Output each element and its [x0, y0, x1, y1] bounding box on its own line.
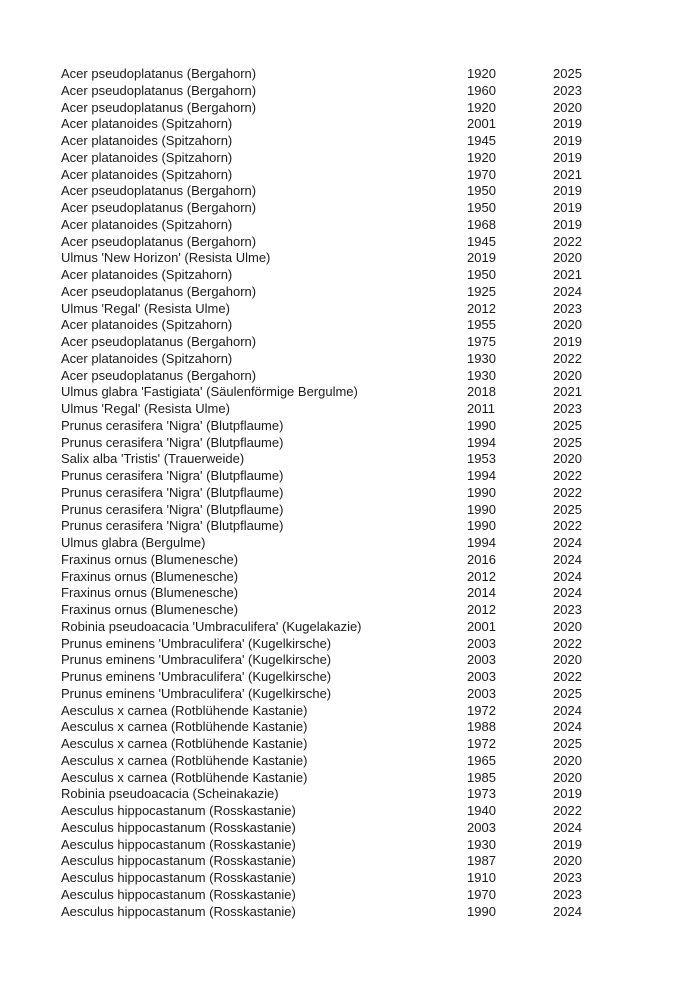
year-planted-cell: 2003 — [467, 819, 496, 835]
year-surveyed-cell: 2025 — [553, 685, 582, 701]
year-surveyed-cell: 2024 — [553, 535, 582, 550]
table-row — [61, 401, 641, 418]
year-surveyed-cell: 2020 — [553, 99, 582, 115]
table-row — [61, 669, 641, 686]
year-planted-cell: 1990 — [467, 518, 496, 534]
year-surveyed-cell: 2020 — [553, 317, 582, 333]
species-name-cell: Fraxinus ornus (Blumenesche) — [61, 551, 239, 567]
year-surveyed-cell: 2024 — [553, 903, 582, 919]
year-planted-cell: 1990 — [467, 501, 496, 517]
year-surveyed-cell: 2025 — [553, 417, 582, 433]
table-row — [61, 418, 641, 435]
species-name-cell: Aesculus x carnea (Rotblühende Kastanie) — [61, 769, 308, 785]
year-surveyed-cell: 2019 — [553, 183, 582, 199]
table-row — [61, 451, 641, 468]
year-surveyed-cell: 2022 — [553, 233, 582, 249]
table-row — [61, 602, 641, 619]
year-planted-cell: 1953 — [467, 451, 496, 467]
table-row — [61, 435, 641, 452]
species-name-cell: Robinia pseudoacacia (Scheinakazie) — [61, 786, 279, 802]
species-name-cell: Robinia pseudoacacia 'Umbraculifera' (Kugelakazie) — [61, 618, 362, 634]
year-surveyed-cell: 2021 — [553, 267, 582, 282]
year-planted-cell: 2014 — [467, 585, 496, 601]
year-surveyed-cell: 2024 — [553, 702, 582, 718]
year-planted-cell: 2001 — [467, 618, 496, 634]
table-row — [61, 770, 641, 787]
species-name-cell: Acer pseudoplatanus (Bergahorn) — [61, 66, 257, 81]
year-planted-cell: 2003 — [467, 669, 496, 684]
year-surveyed-cell: 2022 — [553, 518, 582, 534]
species-name-cell: Prunus cerasifera 'Nigra' (Blutpflaume) — [61, 417, 284, 433]
year-surveyed-cell: 2019 — [553, 200, 582, 215]
table-row — [61, 384, 641, 401]
species-name-cell: Acer platanoides (Spitzahorn) — [61, 116, 233, 132]
table-row — [61, 317, 641, 334]
species-name-cell: Aesculus x carnea (Rotblühende Kastanie) — [61, 736, 308, 751]
table-row — [61, 301, 641, 318]
year-planted-cell: 2011 — [467, 401, 495, 416]
year-planted-cell: 2016 — [467, 551, 496, 567]
year-planted-cell: 1972 — [467, 736, 496, 751]
year-planted-cell: 1940 — [467, 803, 496, 818]
year-planted-cell: 1950 — [467, 200, 496, 215]
year-planted-cell: 2003 — [467, 635, 496, 651]
year-surveyed-cell: 2022 — [553, 350, 582, 366]
year-planted-cell: 1965 — [467, 752, 496, 768]
year-planted-cell: 2003 — [467, 685, 496, 701]
table-row — [61, 753, 641, 770]
species-name-cell: Fraxinus ornus (Blumenesche) — [61, 585, 239, 601]
year-planted-cell: 1994 — [467, 468, 496, 483]
year-surveyed-cell: 2019 — [553, 786, 582, 802]
table-row — [61, 234, 641, 251]
table-row — [61, 468, 641, 485]
year-surveyed-cell: 2020 — [553, 752, 582, 768]
species-name-cell: Fraxinus ornus (Blumenesche) — [61, 568, 239, 584]
table-row — [61, 100, 641, 117]
year-surveyed-cell: 2024 — [553, 585, 582, 601]
species-name-cell: Acer platanoides (Spitzahorn) — [61, 317, 233, 333]
table-row — [61, 719, 641, 736]
species-name-cell: Acer pseudoplatanus (Bergahorn) — [61, 367, 257, 383]
table-row — [61, 250, 641, 267]
table-row — [61, 552, 641, 569]
table-row — [61, 585, 641, 602]
species-name-cell: Acer pseudoplatanus (Bergahorn) — [61, 99, 257, 115]
species-name-cell: Prunus cerasifera 'Nigra' (Blutpflaume) — [61, 468, 284, 483]
year-surveyed-cell: 2023 — [553, 300, 582, 316]
year-surveyed-cell: 2019 — [553, 133, 582, 148]
year-planted-cell: 1972 — [467, 702, 496, 718]
year-planted-cell: 1970 — [467, 886, 496, 902]
year-surveyed-cell: 2019 — [553, 334, 582, 349]
table-row — [61, 334, 641, 351]
year-surveyed-cell: 2020 — [553, 853, 582, 869]
year-planted-cell: 1990 — [467, 903, 496, 919]
table-row — [61, 887, 641, 904]
year-planted-cell: 1930 — [467, 367, 496, 383]
year-planted-cell: 1955 — [467, 317, 496, 333]
year-surveyed-cell: 2019 — [553, 216, 582, 232]
year-surveyed-cell: 2019 — [553, 116, 582, 132]
table-row — [61, 66, 641, 83]
species-name-cell: Acer platanoides (Spitzahorn) — [61, 267, 233, 282]
year-planted-cell: 1970 — [467, 166, 496, 182]
species-name-cell: Ulmus 'New Horizon' (Resista Ulme) — [61, 250, 271, 266]
species-name-cell: Aesculus hippocastanum (Rosskastanie) — [61, 870, 296, 885]
species-name-cell: Acer platanoides (Spitzahorn) — [61, 149, 233, 165]
table-row — [61, 569, 641, 586]
species-name-cell: Acer platanoides (Spitzahorn) — [61, 216, 233, 232]
tree-species-list — [61, 66, 641, 920]
year-surveyed-cell: 2024 — [553, 551, 582, 567]
species-name-cell: Acer pseudoplatanus (Bergahorn) — [61, 82, 257, 98]
year-surveyed-cell: 2023 — [553, 870, 582, 885]
year-planted-cell: 1920 — [467, 99, 496, 115]
year-planted-cell: 1994 — [467, 434, 496, 450]
species-name-cell: Ulmus glabra (Bergulme) — [61, 535, 206, 550]
species-name-cell: Aesculus hippocastanum (Rosskastanie) — [61, 803, 296, 818]
table-row — [61, 485, 641, 502]
year-surveyed-cell: 2021 — [553, 166, 582, 182]
table-row — [61, 351, 641, 368]
year-planted-cell: 2019 — [467, 250, 496, 266]
year-surveyed-cell: 2022 — [553, 669, 582, 684]
table-row — [61, 167, 641, 184]
table-row — [61, 284, 641, 301]
year-planted-cell: 1930 — [467, 836, 496, 852]
year-surveyed-cell: 2019 — [553, 836, 582, 852]
table-row — [61, 803, 641, 820]
species-name-cell: Aesculus x carnea (Rotblühende Kastanie) — [61, 719, 308, 735]
species-name-cell: Ulmus 'Regal' (Resista Ulme) — [61, 300, 230, 316]
species-name-cell: Acer pseudoplatanus (Bergahorn) — [61, 283, 257, 299]
year-surveyed-cell: 2023 — [553, 602, 582, 617]
year-planted-cell: 2003 — [467, 652, 496, 668]
year-planted-cell: 1994 — [467, 535, 496, 550]
year-surveyed-cell: 2025 — [553, 736, 582, 751]
year-surveyed-cell: 2020 — [553, 250, 582, 266]
table-row — [61, 217, 641, 234]
table-row — [61, 619, 641, 636]
year-surveyed-cell: 2023 — [553, 886, 582, 902]
table-row — [61, 200, 641, 217]
table-row — [61, 837, 641, 854]
year-planted-cell: 1968 — [467, 216, 496, 232]
table-row — [61, 368, 641, 385]
species-name-cell: Acer platanoides (Spitzahorn) — [61, 166, 233, 182]
year-surveyed-cell: 2024 — [553, 819, 582, 835]
table-row — [61, 636, 641, 653]
year-planted-cell: 2012 — [467, 602, 496, 617]
species-name-cell: Aesculus x carnea (Rotblühende Kastanie) — [61, 702, 308, 718]
table-row — [61, 535, 641, 552]
year-planted-cell: 1975 — [467, 334, 496, 349]
species-name-cell: Prunus cerasifera 'Nigra' (Blutpflaume) — [61, 484, 284, 500]
table-row — [61, 150, 641, 167]
year-surveyed-cell: 2025 — [553, 66, 582, 81]
species-name-cell: Aesculus hippocastanum (Rosskastanie) — [61, 853, 296, 869]
table-row — [61, 853, 641, 870]
year-surveyed-cell: 2025 — [553, 434, 582, 450]
species-name-cell: Prunus cerasifera 'Nigra' (Blutpflaume) — [61, 518, 284, 534]
species-name-cell: Acer pseudoplatanus (Bergahorn) — [61, 183, 257, 199]
year-surveyed-cell: 2024 — [553, 719, 582, 735]
table-row — [61, 736, 641, 753]
species-name-cell: Prunus eminens 'Umbraculifera' (Kugelkirsche) — [61, 669, 332, 684]
table-row — [61, 83, 641, 100]
species-name-cell: Salix alba 'Tristis' (Trauerweide) — [61, 451, 245, 467]
year-planted-cell: 1990 — [467, 417, 496, 433]
species-name-cell: Prunus cerasifera 'Nigra' (Blutpflaume) — [61, 434, 284, 450]
table-row — [61, 267, 641, 284]
year-surveyed-cell: 2022 — [553, 468, 582, 483]
species-name-cell: Aesculus hippocastanum (Rosskastanie) — [61, 836, 296, 852]
table-row — [61, 502, 641, 519]
table-row — [61, 183, 641, 200]
year-surveyed-cell: 2023 — [553, 401, 582, 416]
year-surveyed-cell: 2020 — [553, 451, 582, 467]
year-surveyed-cell: 2025 — [553, 501, 582, 517]
table-row — [61, 652, 641, 669]
species-name-cell: Aesculus hippocastanum (Rosskastanie) — [61, 819, 296, 835]
year-planted-cell: 2018 — [467, 384, 496, 400]
species-name-cell: Prunus cerasifera 'Nigra' (Blutpflaume) — [61, 501, 284, 517]
table-row — [61, 904, 641, 921]
year-surveyed-cell: 2020 — [553, 367, 582, 383]
species-name-cell: Fraxinus ornus (Blumenesche) — [61, 602, 239, 617]
species-name-cell: Acer pseudoplatanus (Bergahorn) — [61, 233, 257, 249]
year-surveyed-cell: 2020 — [553, 652, 582, 668]
species-name-cell: Acer platanoides (Spitzahorn) — [61, 350, 233, 366]
year-surveyed-cell: 2022 — [553, 484, 582, 500]
species-name-cell: Prunus eminens 'Umbraculifera' (Kugelkirsche) — [61, 652, 332, 668]
table-row — [61, 518, 641, 535]
table-row — [61, 870, 641, 887]
year-planted-cell: 1987 — [467, 853, 496, 869]
year-planted-cell: 1985 — [467, 769, 496, 785]
year-planted-cell: 1973 — [467, 786, 496, 802]
year-surveyed-cell: 2022 — [553, 803, 582, 818]
table-row — [61, 133, 641, 150]
year-surveyed-cell: 2022 — [553, 635, 582, 651]
species-name-cell: Prunus eminens 'Umbraculifera' (Kugelkirsche) — [61, 635, 332, 651]
year-planted-cell: 2012 — [467, 300, 496, 316]
table-row — [61, 820, 641, 837]
year-planted-cell: 1945 — [467, 133, 496, 148]
year-planted-cell: 2012 — [467, 568, 496, 584]
species-name-cell: Acer platanoides (Spitzahorn) — [61, 133, 233, 148]
year-planted-cell: 1930 — [467, 350, 496, 366]
year-surveyed-cell: 2020 — [553, 769, 582, 785]
table-row — [61, 686, 641, 703]
species-name-cell: Ulmus 'Regal' (Resista Ulme) — [61, 401, 230, 416]
table-row — [61, 703, 641, 720]
year-surveyed-cell: 2021 — [553, 384, 582, 400]
year-surveyed-cell: 2024 — [553, 568, 582, 584]
species-name-cell: Ulmus glabra 'Fastigiata' (Säulenförmige Bergulme) — [61, 384, 358, 400]
year-planted-cell: 1960 — [467, 82, 496, 98]
table-row — [61, 786, 641, 803]
year-planted-cell: 1945 — [467, 233, 496, 249]
year-planted-cell: 1925 — [467, 283, 496, 299]
year-surveyed-cell: 2020 — [553, 618, 582, 634]
species-name-cell: Prunus eminens 'Umbraculifera' (Kugelkirsche) — [61, 685, 332, 701]
year-planted-cell: 1990 — [467, 484, 496, 500]
year-planted-cell: 2001 — [467, 116, 496, 132]
year-planted-cell: 1988 — [467, 719, 496, 735]
species-name-cell: Acer pseudoplatanus (Bergahorn) — [61, 200, 257, 215]
year-planted-cell: 1920 — [467, 66, 496, 81]
year-surveyed-cell: 2024 — [553, 283, 582, 299]
species-name-cell: Aesculus hippocastanum (Rosskastanie) — [61, 903, 296, 919]
year-surveyed-cell: 2019 — [553, 149, 582, 165]
year-planted-cell: 1950 — [467, 267, 496, 282]
year-planted-cell: 1910 — [467, 870, 496, 885]
species-name-cell: Aesculus x carnea (Rotblühende Kastanie) — [61, 752, 308, 768]
year-planted-cell: 1920 — [467, 149, 496, 165]
year-surveyed-cell: 2023 — [553, 82, 582, 98]
table-row — [61, 116, 641, 133]
year-planted-cell: 1950 — [467, 183, 496, 199]
species-name-cell: Acer pseudoplatanus (Bergahorn) — [61, 334, 257, 349]
species-name-cell: Aesculus hippocastanum (Rosskastanie) — [61, 886, 296, 902]
